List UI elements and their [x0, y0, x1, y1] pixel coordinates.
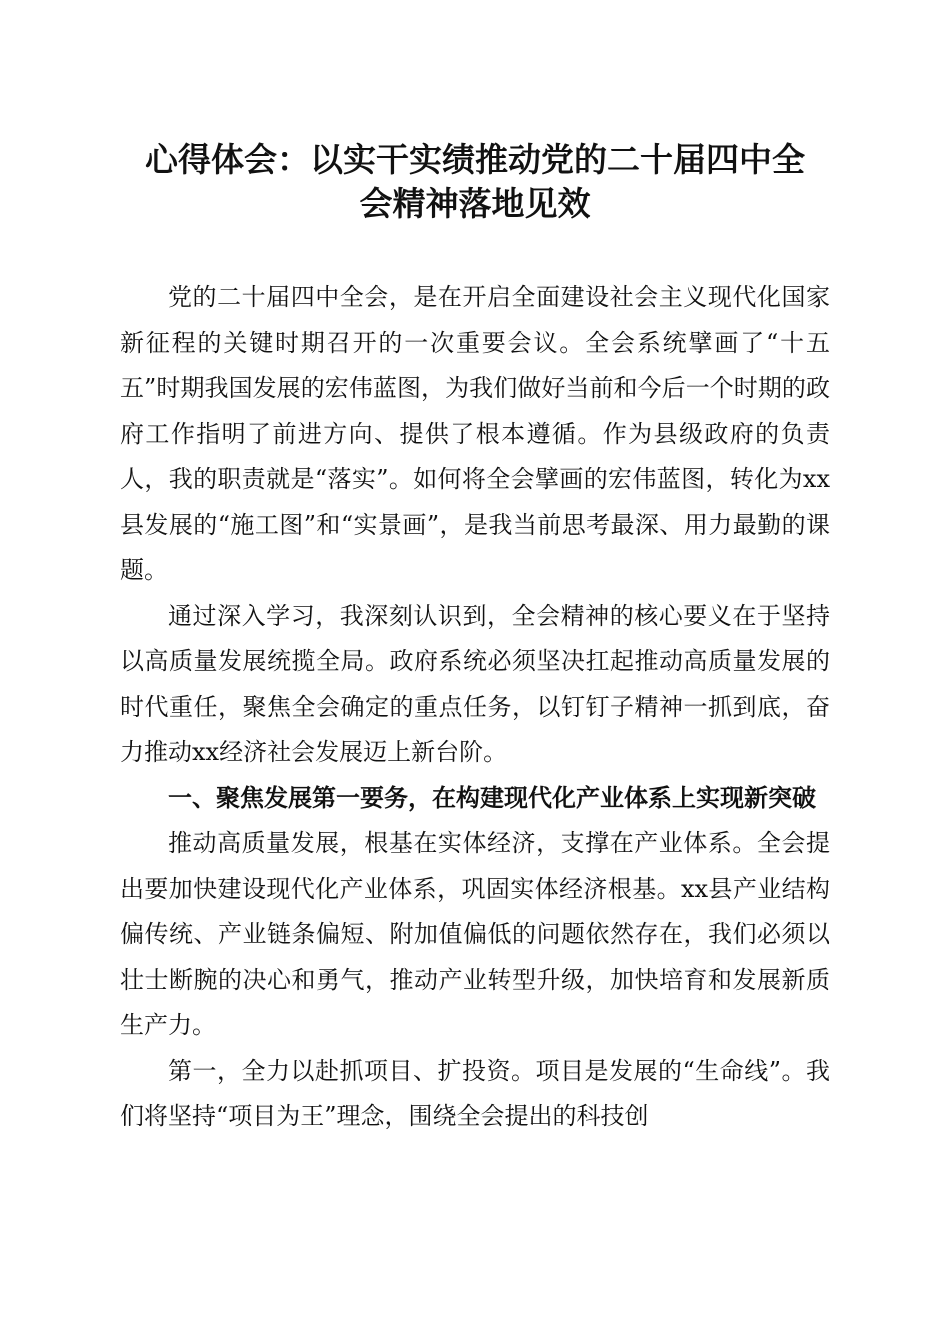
section-1-heading: 一、聚焦发展第一要务，在构建现代化产业体系上实现新突破 — [168, 783, 816, 812]
intro-paragraph-2: 通过深入学习，我深刻认识到，全会精神的核心要义在于坚持以高质量发展统揽全局。政府系统必须坚决扛起推动高质量发展的时代重任，聚焦全会确定的重点任务，以钉钉子精神一抓到底，奋力推动xx经济社会发展迈上新台阶。 — [120, 601, 830, 766]
intro-paragraph-1: 党的二十届四中全会，是在开启全面建设社会主义现代化国家新征程的关键时期召开的一次重要会议。全会系统擘画了“十五五”时期我国发展的宏伟蓝图，为我们做好当前和今后一个时期的政府工作指明了前进方向、提供了根本遵循。作为县级政府的负责人，我的职责就是“落实”。如何将全会擘画的宏伟蓝图，转化为xx县发展的“施工图”和“实景画”，是我当前思考最深、用力最勤的课题。 — [120, 283, 830, 584]
title-line-2: 会精神落地见效 — [359, 184, 591, 223]
title-line-1: 心得体会：以实干实绩推动党的二十届四中全 — [145, 140, 805, 179]
section-1-paragraph-1: 推动高质量发展，根基在实体经济，支撑在产业体系。全会提出要加快建设现代化产业体系，巩固实体经济根基。xx县产业结构偏传统、产业链条偏短、附加值偏低的问题依然存在，我们必须以壮士断腕的决心和勇气，推动产业转型升级，加快培育和发展新质生产力。 — [120, 829, 830, 1039]
section-1-paragraph-2: 第一，全力以赴抓项目、扩投资。项目是发展的“生命线”。我们将坚持“项目为王”理念，围绕全会提出的科技创 — [120, 1056, 830, 1130]
document-title — [110, 138, 840, 226]
document-body — [120, 275, 830, 1140]
